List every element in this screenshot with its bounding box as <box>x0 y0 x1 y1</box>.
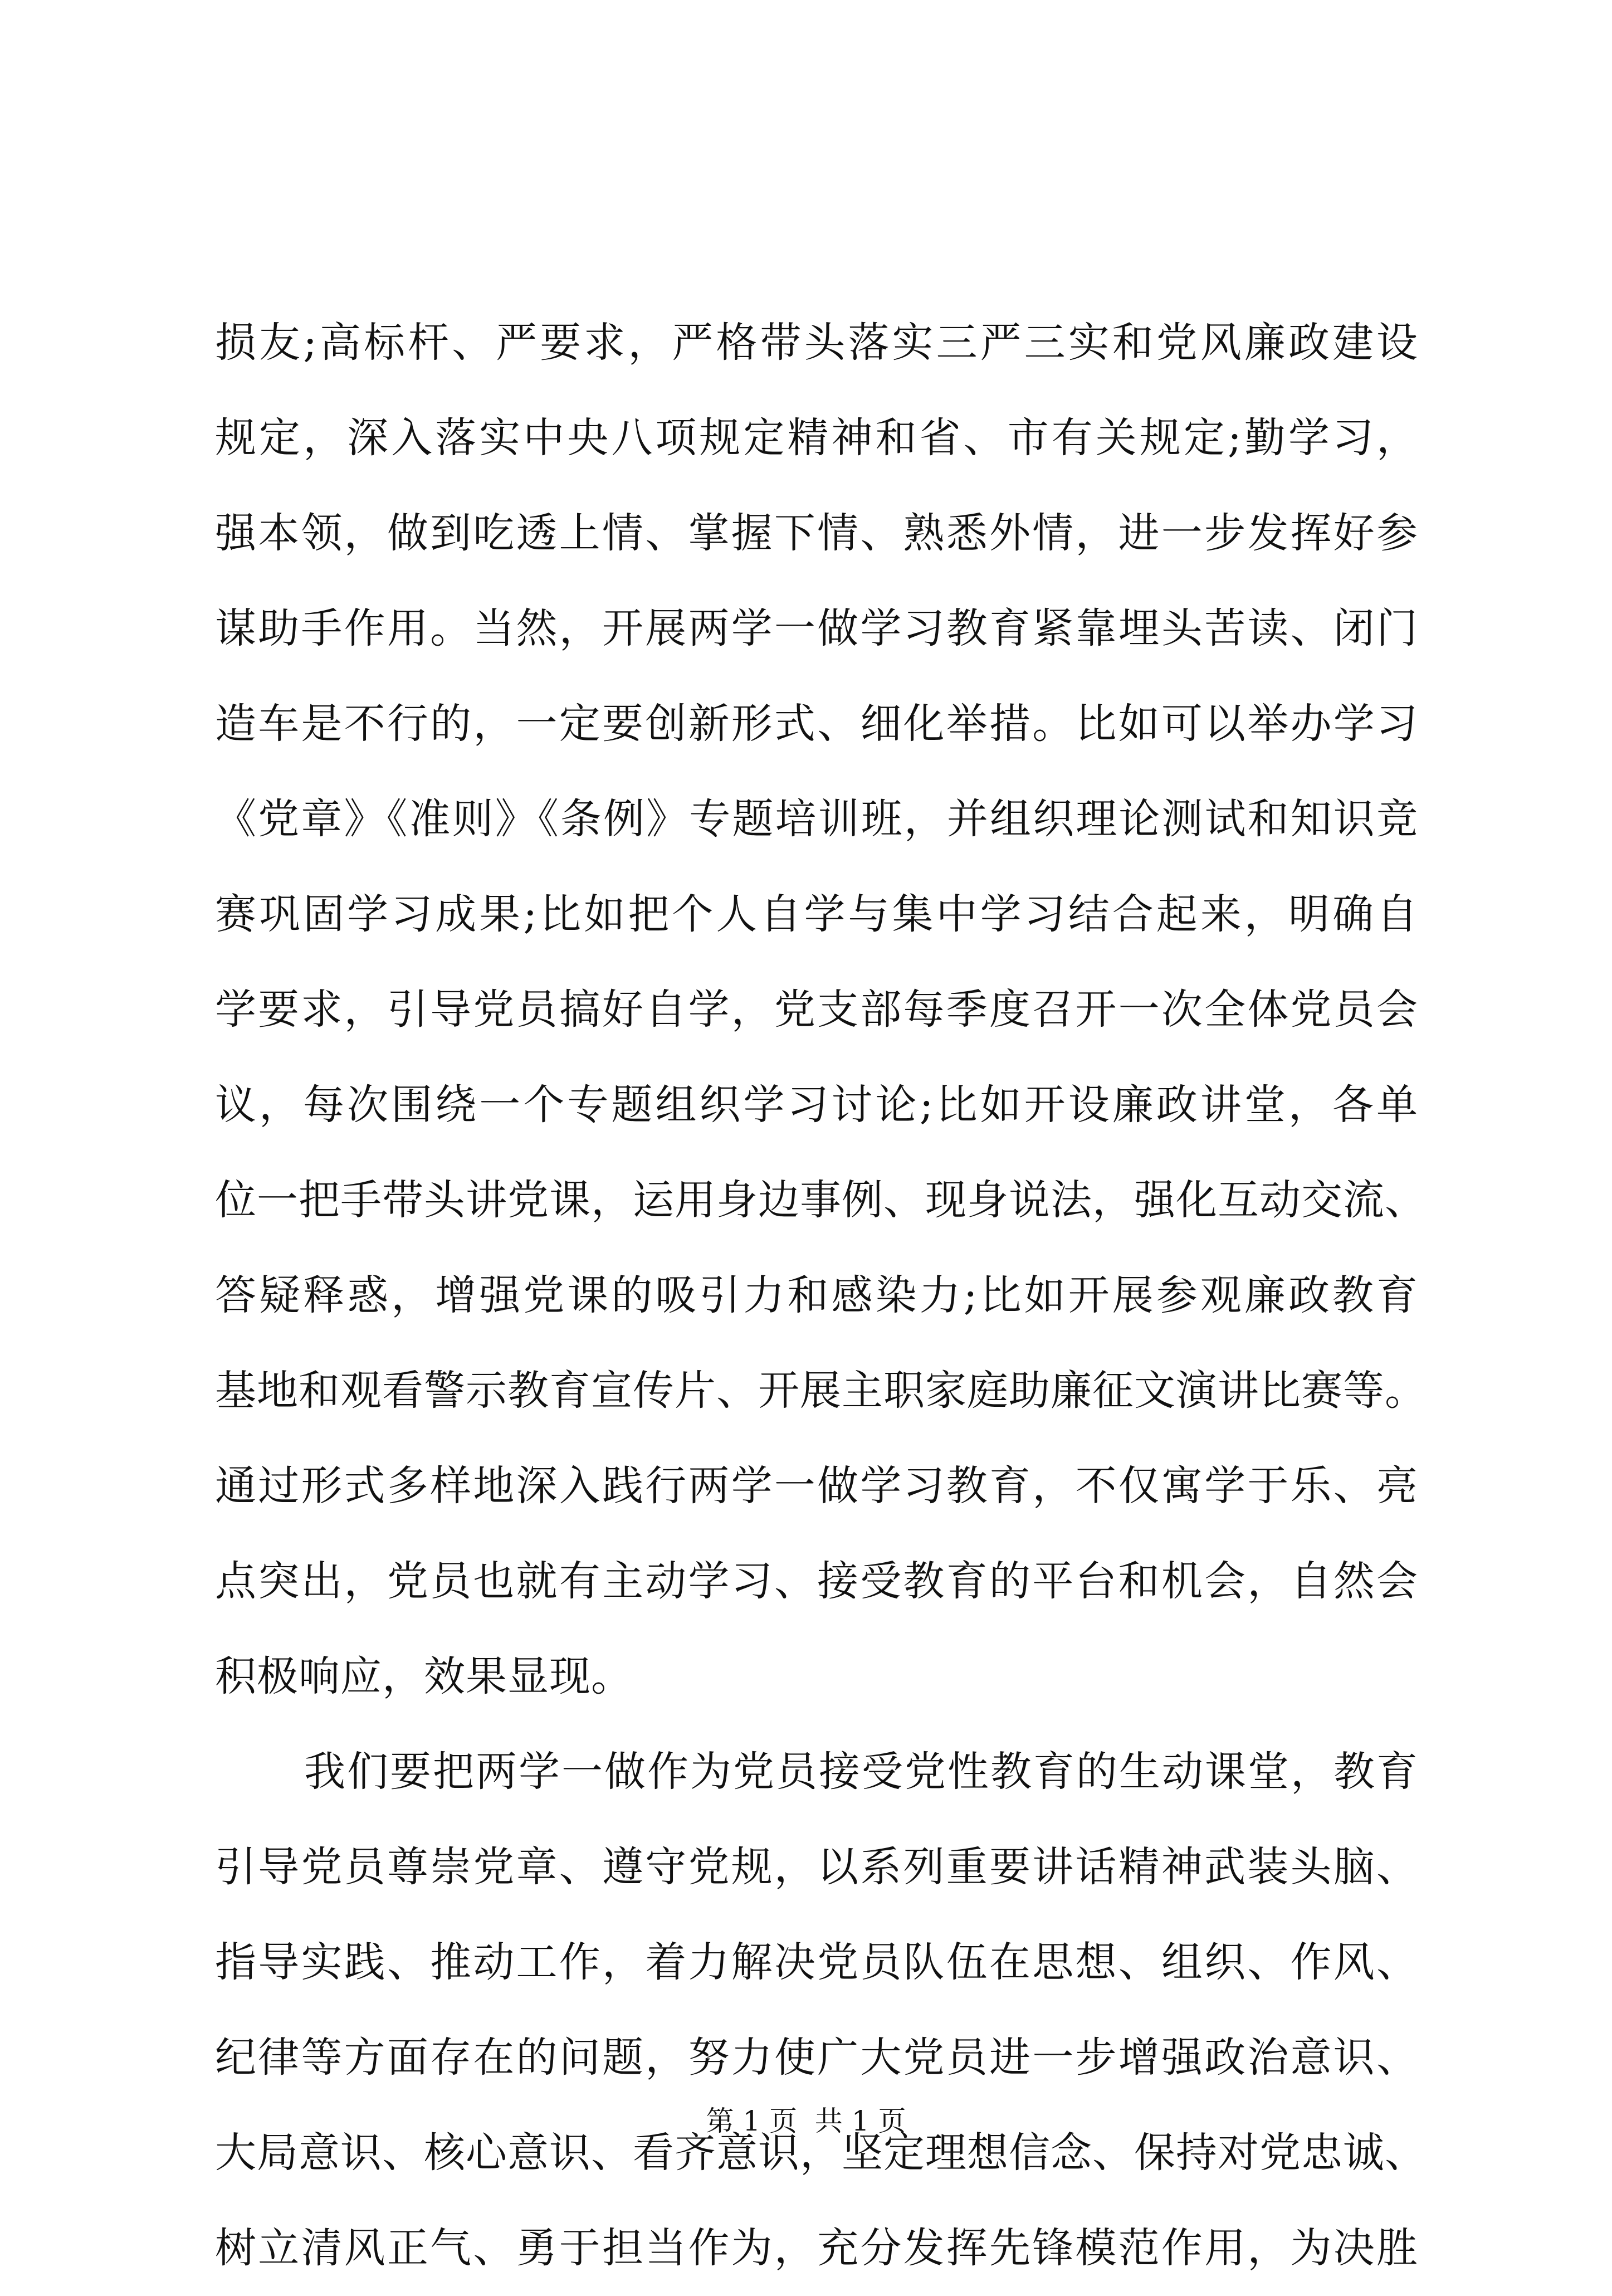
text-line: 答疑释惑，增强党课的吸引力和感染力;比如开展参观廉政教育 <box>215 1271 1418 1319</box>
text-line: 指导实践、推动工作，着力解决党员队伍在思想、组织、作风、 <box>215 1938 1418 1986</box>
text-line: 我们要把两学一做作为党员接受党性教育的生动课堂，教育 <box>304 1748 1418 1796</box>
text-line: 造车是不行的，一定要创新形式、细化举措。比如可以举办学习 <box>215 700 1418 748</box>
text-line: 学要求，引导党员搞好自学，党支部每季度召开一次全体党员会 <box>215 986 1418 1034</box>
paragraph-2 <box>215 1724 1427 2296</box>
text-line: 点突出，党员也就有主动学习、接受教育的平台和机会，自然会 <box>215 1557 1418 1605</box>
text-line: 议，每次围绕一个专题组织学习讨论;比如开设廉政讲堂，各单 <box>215 1081 1418 1129</box>
text-line: 引导党员尊崇党章、遵守党规，以系列重要讲话精神武装头脑、 <box>215 1843 1418 1891</box>
text-line: 大局意识、核心意识、看齐意识，坚定理想信念、保持对党忠诚、 <box>215 2129 1427 2177</box>
text-line: 位一把手带头讲党课，运用身边事例、现身说法，强化互动交流、 <box>215 1176 1427 1224</box>
text-line: 强本领，做到吃透上情、掌握下情、熟悉外情，进一步发挥好参 <box>215 509 1418 557</box>
text-line: 树立清风正气、勇于担当作为，充分发挥先锋模范作用，为决胜 <box>215 2224 1418 2272</box>
text-line: 积极响应，效果显现。 <box>215 1652 633 1700</box>
text-line: 赛巩固学习成果;比如把个人自学与集中学习结合起来，明确自 <box>215 890 1418 938</box>
text-line: 通过形式多样地深入践行两学一做学习教育，不仅寓学于乐、亮 <box>215 1462 1418 1510</box>
document-body <box>215 295 1427 2296</box>
text-line: 基地和观看警示教育宣传片、开展主职家庭助廉征文演讲比赛等。 <box>215 1367 1427 1415</box>
text-line: 《党章》《准则》《条例》专题培训班，并组织理论测试和知识竞 <box>215 795 1418 843</box>
text-line: 谋助手作用。当然，开展两学一做学习教育紧靠埋头苦读、闭门 <box>215 605 1418 652</box>
text-line: 纪律等方面存在的问题，努力使广大党员进一步增强政治意识、 <box>215 2034 1418 2081</box>
paragraph-1 <box>215 295 1427 1724</box>
page-number-label: 第 1 页 共 1 页 <box>706 2105 906 2137</box>
page-footer <box>0 2102 1612 2141</box>
text-line: 损友;高标杆、严要求，严格带头落实三严三实和党风廉政建设 <box>215 319 1418 367</box>
text-line: 规定，深入落实中央八项规定精神和省、市有关规定;勤学习， <box>215 414 1418 462</box>
